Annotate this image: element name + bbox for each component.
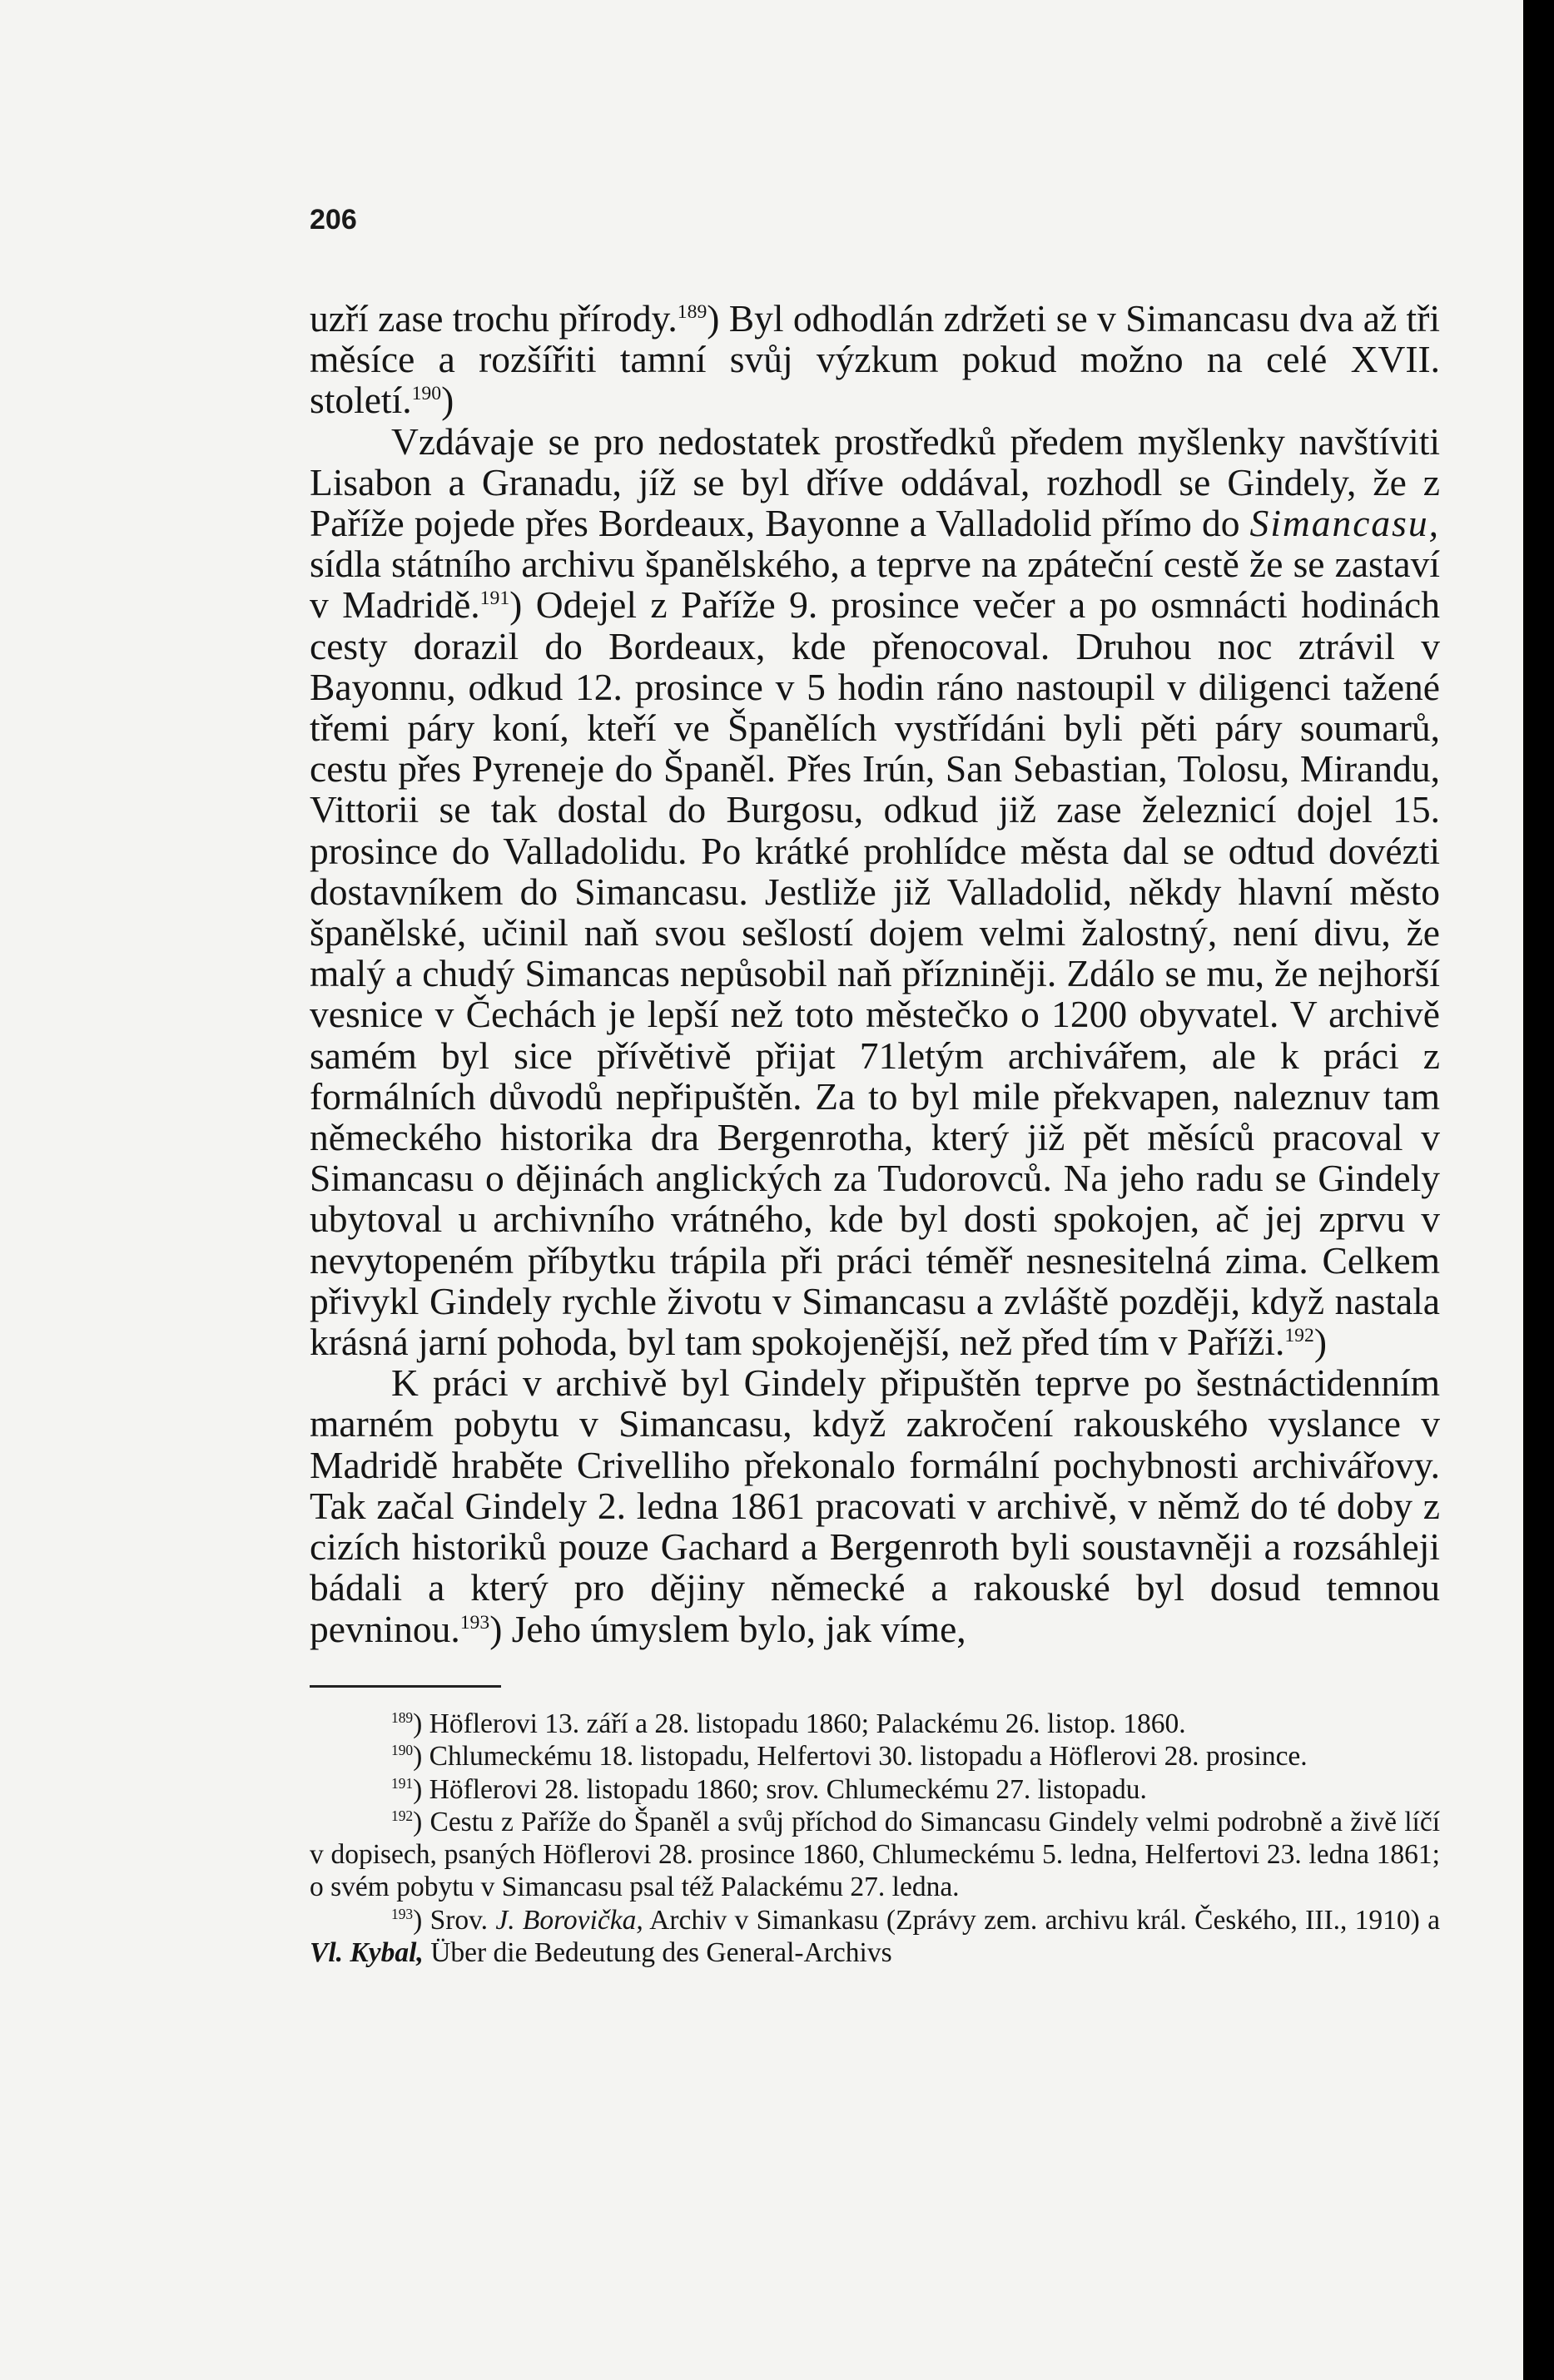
footnote-189 xyxy=(310,1708,1440,1740)
p3-text-1: K práci v archivě byl Gindely připuštěn teprve po šestnáctidenním marném pobytu v Simancasu, když zakročení rakouského vyslance v Madridě hraběte Crivelliho překonalo formální pochybnosti archivářovy. Tak začal Gindely 2. ledna 1861 pracovati v archivě, v němž do té doby z cizích historiků pouze Gachard a Bergenroth byli soustavněji a rozsáhleji bádali a který pro dějiny německé a rakouské byl dosud temnou pevninou. xyxy=(310,1361,1440,1650)
footnote-191 xyxy=(310,1773,1440,1806)
page-number: 206 xyxy=(310,204,357,236)
p2-text-1: Vzdávaje se pro nedostatek prostředků předem myšlenky navštíviti Lisabon a Granadu, jíž se byl dříve oddával, rozhodl se Gindely, že z Paříže pojede přes Bordeaux, Bayonne a Valladolid přímo do xyxy=(310,419,1440,545)
paragraph-1 xyxy=(310,298,1440,421)
footnote-193 xyxy=(310,1904,1440,1970)
p2-text-3: ) Odejel z Paříže 9. prosince večer a po osmnácti hodinách cesty dorazil do Bordeaux, kde přenocoval. Druhou noc ztrávil v Bayonnu, odkud 12. prosince v 5 hodin ráno nastoupil v diligenci tažené třemi páry koní, kteří ve Španělích vystřídáni byli pěti páry soumarů, cestu přes Pyreneje do Španěl. Přes Irún, San Sebastian, Tolosu, Mirandu, Vittorii se tak dostal do Burgosu, odkud již zase železnicí dojel 15. prosince do Valladolidu. Po krátké prohlídce města dal se odtud dovézti dostavníkem do Simancasu. Jestliže již Valladolid, někdy hlavní město španělské, učinil naň svou sešlostí dojem velmi žalostný, není divu, že malý a chudý Simancas nepůsobil naň přízniněji. Zdálo se mu, že nejhorší vesnice v Čechách je lepší než toto městečko o 1200 obyvatel. V archivě samém byl sice přívětivě přijat 71letým archivářem, ale k práci z formálních důvodů nepřipuštěn. Za to byl mile překvapen, naleznuv tam německého historika dra Bergenrotha, který již pět měsíců pracoval v Simancasu o dějinách anglických za Tudorovců. Na jeho radu se Gindely ubytoval u archivního vrátného, kde byl dosti spokojen, ač jej zprvu v nevytopeném příbytku trápila při práci téměř nesnesitelná zima. Celkem přivykl Gindely rychle životu v Simancasu a zvláště později, když nastala krásná jarní pohoda, byl tam spokojenější, než před tím v Paříži. xyxy=(310,583,1441,1364)
p2-text-2: sídla státního archivu španělského, a teprve na zpáteční cestě že se zastaví v Madridě. xyxy=(310,543,1440,627)
footnote-ref-191[interactable]: 191 xyxy=(479,588,510,610)
cited-author-kybal: Vl. Kybal, xyxy=(310,1937,424,1969)
footnote-ref-192[interactable]: 192 xyxy=(1284,1324,1314,1346)
p3-text-2: ) Jeho úmyslem bylo, jak víme, xyxy=(489,1607,966,1650)
footnote-text: ) Srov. xyxy=(413,1904,496,1936)
footnote-ref-190[interactable]: 190 xyxy=(411,383,442,405)
place-name-simancas: Simancasu, xyxy=(1249,502,1440,545)
footnote-text: ) Cestu z Paříže do Španěl a svůj příchod do Simancasu Gindely velmi podrobně a živě líčí v dopisech, psaných Höflerovi 28. prosince 1860, Chlumeckému 5. ledna, Helfertovi 23. ledna 1861; o svém pobytu v Simancasu psal též Palackému 27. ledna. xyxy=(310,1806,1440,1903)
footnote-divider xyxy=(310,1685,501,1688)
footnote-marker: 191 xyxy=(391,1774,414,1792)
footnote-text: Archiv v Simankasu (Zprávy zem. archivu král. Českého, III., 1910) a xyxy=(643,1904,1441,1936)
footnote-190 xyxy=(310,1740,1440,1773)
footnote-text: ) Höflerovi 13. září a 28. listopadu 1860; Palackému 26. listop. 1860. xyxy=(413,1708,1186,1739)
footnote-text: Über die Bedeutung des General-Archivs xyxy=(423,1937,892,1969)
scan-border xyxy=(1523,0,1554,2380)
footnote-marker: 192 xyxy=(391,1807,414,1824)
p1-text-2: ) Byl odhodlán zdržeti se v Simancasu dva až tři měsíce a rozšířiti tamní svůj výzkum pokud možno na celé XVII. století. xyxy=(310,297,1440,422)
p1-text-1: uzří zase trochu přírody. xyxy=(310,297,678,340)
p1-text-3: ) xyxy=(441,379,454,422)
footnote-text: ) Höflerovi 28. listopadu 1860; srov. Chlumeckému 27. listopadu. xyxy=(413,1773,1147,1805)
footnote-ref-193[interactable]: 193 xyxy=(459,1611,490,1634)
footnote-marker: 190 xyxy=(391,1742,414,1759)
footnote-marker: 189 xyxy=(391,1708,414,1726)
paragraph-3 xyxy=(310,1362,1440,1649)
footnote-marker: 193 xyxy=(391,1905,414,1922)
footnote-ref-189[interactable]: 189 xyxy=(677,300,707,323)
cited-author-borovicka: J. Borovička, xyxy=(495,1904,643,1936)
p2-text-4: ) xyxy=(1313,1321,1327,1364)
paragraph-2 xyxy=(310,421,1440,1363)
footnotes xyxy=(310,1708,1440,1969)
footnote-text: ) Chlumeckému 18. listopadu, Helfertovi 30. listopadu a Höflerovi 28. prosince. xyxy=(413,1741,1308,1773)
main-text xyxy=(310,298,1440,1649)
footnote-192 xyxy=(310,1806,1440,1904)
